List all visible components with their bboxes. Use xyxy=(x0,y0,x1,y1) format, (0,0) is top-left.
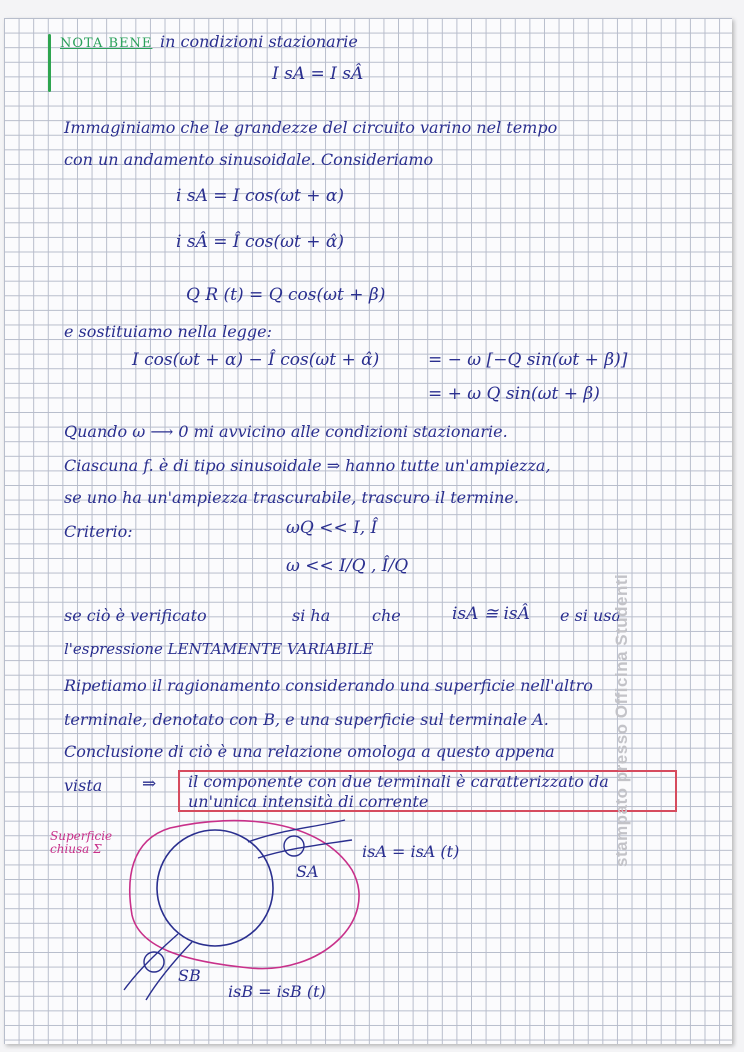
equation-isA: i sA = I cos(ωt + α) xyxy=(176,186,344,206)
paragraph-13: vista xyxy=(64,776,103,795)
sb-label: SB xyxy=(178,966,201,985)
paragraph-8c: che xyxy=(372,606,401,625)
equation-1: I sA = I sÂ xyxy=(272,64,364,84)
paragraph-6: se uno ha un'ampiezza trascurabile, trascuro il termine. xyxy=(64,488,519,507)
paragraph-4: Quando ω ⟶ 0 mi avvicino alle condizioni stazionarie. xyxy=(64,422,508,441)
paragraph-9: l'espressione LENTAMENTE VARIABILE xyxy=(64,640,374,658)
isA-label: isA = isA (t) xyxy=(362,842,460,861)
boxed-line-2: un'unica intensità di corrente xyxy=(188,792,429,811)
paragraph-7: Criterio: xyxy=(64,522,133,541)
subst-lhs: I cos(ωt + α) − Î cos(ωt + α̂) xyxy=(132,350,380,370)
surface-sb-circle xyxy=(144,952,164,972)
nota-bene-label: NOTA BENE xyxy=(60,36,153,51)
watermark: stampato presso Officina Studenti xyxy=(612,573,631,867)
header-line: in condizioni stazionarie xyxy=(160,32,358,51)
paragraph-10: Ripetiamo il ragionamento considerando una superficie nell'altro xyxy=(64,676,593,695)
boxed-line-1: il componente con due terminali è caratterizzato da xyxy=(188,772,609,791)
paragraph-2: con un andamento sinusoidale. Consideriamo xyxy=(64,150,434,169)
approx-relation: isA ≅ isÂ xyxy=(452,604,530,624)
sa-label: SA xyxy=(296,862,319,881)
terminal-a-wire-top xyxy=(248,820,345,842)
surface-label: Superficie chiusa Σ xyxy=(50,829,113,856)
paragraph-11: terminale, denotato con B, e una superficie sul terminale A. xyxy=(64,710,549,729)
paragraph-3: e sostituiamo nella legge: xyxy=(64,322,272,341)
equation-QR: Q R (t) = Q cos(ωt + β) xyxy=(186,285,386,305)
isB-label: isB = isB (t) xyxy=(228,982,326,1001)
component-body xyxy=(157,830,273,946)
condition-2: ω << I/Q , Î/Q xyxy=(286,556,409,576)
paragraph-12: Conclusione di ciò è una relazione omologa a questo appena xyxy=(64,742,555,761)
terminal-a-wire-bottom xyxy=(258,840,352,858)
paragraph-8d: e si usa xyxy=(560,606,622,625)
surface-sa-circle xyxy=(284,836,304,856)
condition-1: ωQ << I, Î xyxy=(286,518,378,538)
subst-rhs-2: = + ω Q sin(ωt + β) xyxy=(428,384,600,404)
subst-rhs-1: = − ω [−Q sin(ωt + β)] xyxy=(428,350,628,370)
paragraph-5: Ciascuna f. è di tipo sinusoidale ⇒ hanno tutte un'ampiezza, xyxy=(64,456,551,475)
paragraph-1: Immaginiamo che le grandezze del circuito varino nel tempo xyxy=(64,118,558,137)
paragraph-8a: se ciò è verificato xyxy=(64,606,207,625)
equation-isAhat: i sÂ = Î cos(ωt + α̂) xyxy=(176,232,344,252)
paragraph-8b: si ha xyxy=(292,606,331,625)
implies-arrow: ⇒ xyxy=(142,774,157,794)
